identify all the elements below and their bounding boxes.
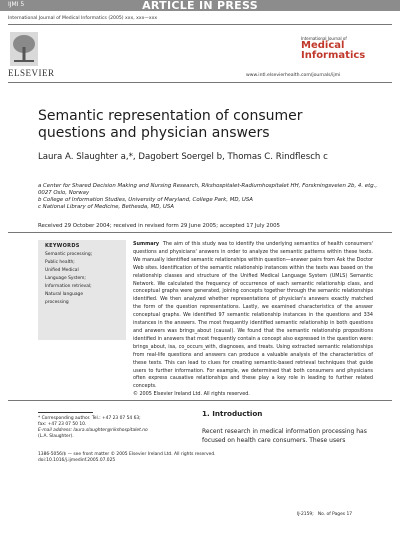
journal-url[interactable]: www.intl.elsevierhealth.com/journals/ijmi bbox=[246, 73, 341, 78]
journal-logo-line2: Informatics bbox=[301, 50, 366, 61]
abstract-label: Summary bbox=[133, 241, 160, 247]
banner-text: ARTICLE IN PRESS bbox=[142, 0, 258, 12]
keywords-heading: KEYWORDS bbox=[45, 243, 80, 249]
article-dates: Received 29 October 2004; received in revised form 29 June 2005; accepted 17 July 2005 bbox=[38, 223, 280, 229]
abstract-text: The aim of this study was to identify the underlying semantics of health consumers' questions and physicians' answers in order to analyze the semantic patterns within these texts. We manually identified semantic relationships within question—answer pairs from Ask the Doctor Web sites. Identification of the semantic relationship instances within the texts was based on the relationship classes and structure of the Unified Medical Language System (UMLS) Semantic Network. We calculated the frequency of occurrence of each semantic relationship class, and conceptual graphs were generated, joining concepts together through the semantic relationships identified. We then analyzed whether representations of physician's answers exactly matched the form of the question representations. Lastly, we examined characteristics of the answer conceptual graphs. We identified 97 semantic relationship instances in the questions and 334 instances in the answers. The most frequently identified semantic relationship in both questions and answers was brings_about (causal). We found that the semantic relationship propositions identified in answers that most frequently contain a concept also expressed in the question were: brings_about, isa, co_occurs_with, diagnoses, and treats. Using extracted semantic relationships from real-life questions and answers can produce a valuable analysis of the characteristics of these texts. This can lead to clues for creating semantic-based retrieval techniques that guide users to further information. For example, we determined that both consumers and physicians often express causative relationships and these play a key role in leading to further related concepts. bbox=[133, 241, 373, 390]
affiliation-b: b College of Information Studies, University of Maryland, College Park, MD, USA bbox=[38, 197, 253, 203]
author-list: Laura A. Slaughter a,*, Dagobert Soergel b, Thomas C. Rindflesch c bbox=[38, 152, 328, 162]
header-rule-bottom bbox=[8, 82, 392, 83]
intro-text: Recent research in medical information processing has focused on health care consumers. These users bbox=[202, 428, 367, 444]
article-title: Semantic representation of consumer questions and physician answers bbox=[38, 108, 303, 141]
journal-logo-line1: Medical bbox=[301, 40, 345, 51]
footer-pages: No. of Pages 17 bbox=[317, 512, 353, 517]
keyword-item: Language System; bbox=[45, 276, 86, 281]
footnote-rule bbox=[38, 412, 93, 413]
footer-id: IJ-2159; bbox=[297, 512, 314, 517]
footnotes bbox=[38, 416, 198, 440]
keyword-item: Natural language bbox=[45, 292, 84, 297]
journal-logo bbox=[301, 41, 400, 61]
affiliation-c: c National Library of Medicine, Bethesda, MD, USA bbox=[38, 204, 174, 210]
publisher-name: ELSEVIER bbox=[8, 68, 55, 78]
keyword-item: Public health; bbox=[45, 260, 75, 265]
header-rule bbox=[8, 24, 392, 25]
doi-line[interactable]: doi:10.1016/j.ijmedinf.2005.07.025 bbox=[38, 458, 116, 463]
page-footer bbox=[297, 512, 352, 517]
banner-code: IJMI 5 bbox=[8, 1, 25, 8]
abstract bbox=[133, 241, 373, 399]
section-heading: 1. Introduction bbox=[202, 409, 263, 418]
footnote-line: fax: +47 23 07 50 10. bbox=[38, 422, 87, 427]
keyword-item: Unified Medical bbox=[45, 268, 79, 273]
abstract-rule bbox=[8, 400, 392, 401]
affiliation-a: a Center for Shared Decision Making and Nursing Research, Rikshospitalet-Radiumhospitalet HH, Forskningsveien 2b, 4. etg., 0027 Oslo, Norway bbox=[38, 183, 378, 196]
elsevier-tree-logo bbox=[10, 32, 38, 66]
keyword-item: Information retrieval; bbox=[45, 284, 92, 289]
copyright: © 2005 Elsevier Ireland Ltd. All rights reserved. bbox=[133, 391, 250, 398]
keyword-item: Semantic processing; bbox=[45, 252, 93, 257]
affiliations bbox=[38, 183, 378, 211]
dates-rule bbox=[8, 232, 392, 233]
footnote-line: E-mail address: laura.slaughter@rikshospitalet.no bbox=[38, 428, 148, 433]
journal-logo-intl: International Journal of bbox=[301, 36, 347, 41]
issn-line: 1386-5056/$ — see front matter © 2005 Elsevier Ireland Ltd. All rights reserved. bbox=[38, 452, 216, 457]
keywords-list bbox=[45, 251, 125, 307]
footnote-line: * Corresponding author. Tel.: +47 23 07 54 63; bbox=[38, 416, 141, 421]
issn-block bbox=[38, 452, 338, 464]
footnote-line: (L.A. Slaughter). bbox=[38, 434, 74, 439]
keyword-item: processing bbox=[45, 300, 69, 305]
journal-citation: International Journal of Medical Informatics (2005) xxx, xxx—xxx bbox=[8, 16, 158, 21]
